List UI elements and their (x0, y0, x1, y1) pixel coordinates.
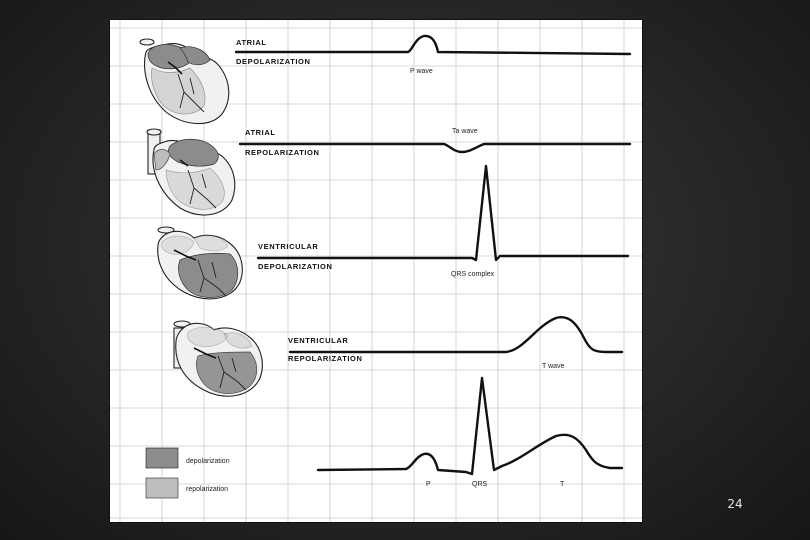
t-wave-label: T wave (542, 363, 565, 370)
heart-atrial-depolarization-icon (140, 39, 229, 124)
row-atrial-depolarization (236, 36, 630, 75)
row-ventricular-repolarization (288, 317, 622, 370)
row2-title: ATRIAL (245, 128, 276, 137)
row1-subtitle: DEPOLARIZATION (236, 57, 311, 66)
row4-subtitle: REPOLARIZATION (288, 354, 363, 363)
composite-qrs-label: QRS (472, 481, 488, 488)
ecg-diagram (110, 20, 642, 522)
legend-repolarization-swatch (146, 478, 178, 498)
slide-number: 24 (727, 497, 743, 511)
qrs-complex-label: QRS complex (451, 271, 495, 278)
legend (146, 448, 230, 498)
p-wave-label: P wave (410, 68, 433, 75)
composite-ecg-trace (318, 378, 622, 474)
row3-subtitle: DEPOLARIZATION (258, 262, 333, 271)
legend-repolarization-label: repolarization (186, 486, 229, 493)
row-ventricular-depolarization (258, 166, 628, 278)
row1-title: ATRIAL (236, 38, 267, 47)
row2-subtitle: REPOLARIZATION (245, 148, 320, 157)
composite-p-label: P (426, 481, 431, 488)
composite-ecg (318, 378, 622, 488)
row3-title: VENTRICULAR (258, 242, 319, 251)
ta-wave-label: Ta wave (452, 128, 478, 135)
composite-t-label: T (560, 481, 565, 488)
ecg-diagram-panel (110, 20, 642, 522)
legend-depolarization-label: depolarization (186, 458, 230, 465)
legend-depolarization-swatch (146, 448, 178, 468)
row-atrial-repolarization (240, 128, 630, 157)
row4-title: VENTRICULAR (288, 336, 349, 345)
p-wave-trace (236, 36, 630, 54)
heart-ventricular-depolarization-icon (158, 227, 243, 299)
